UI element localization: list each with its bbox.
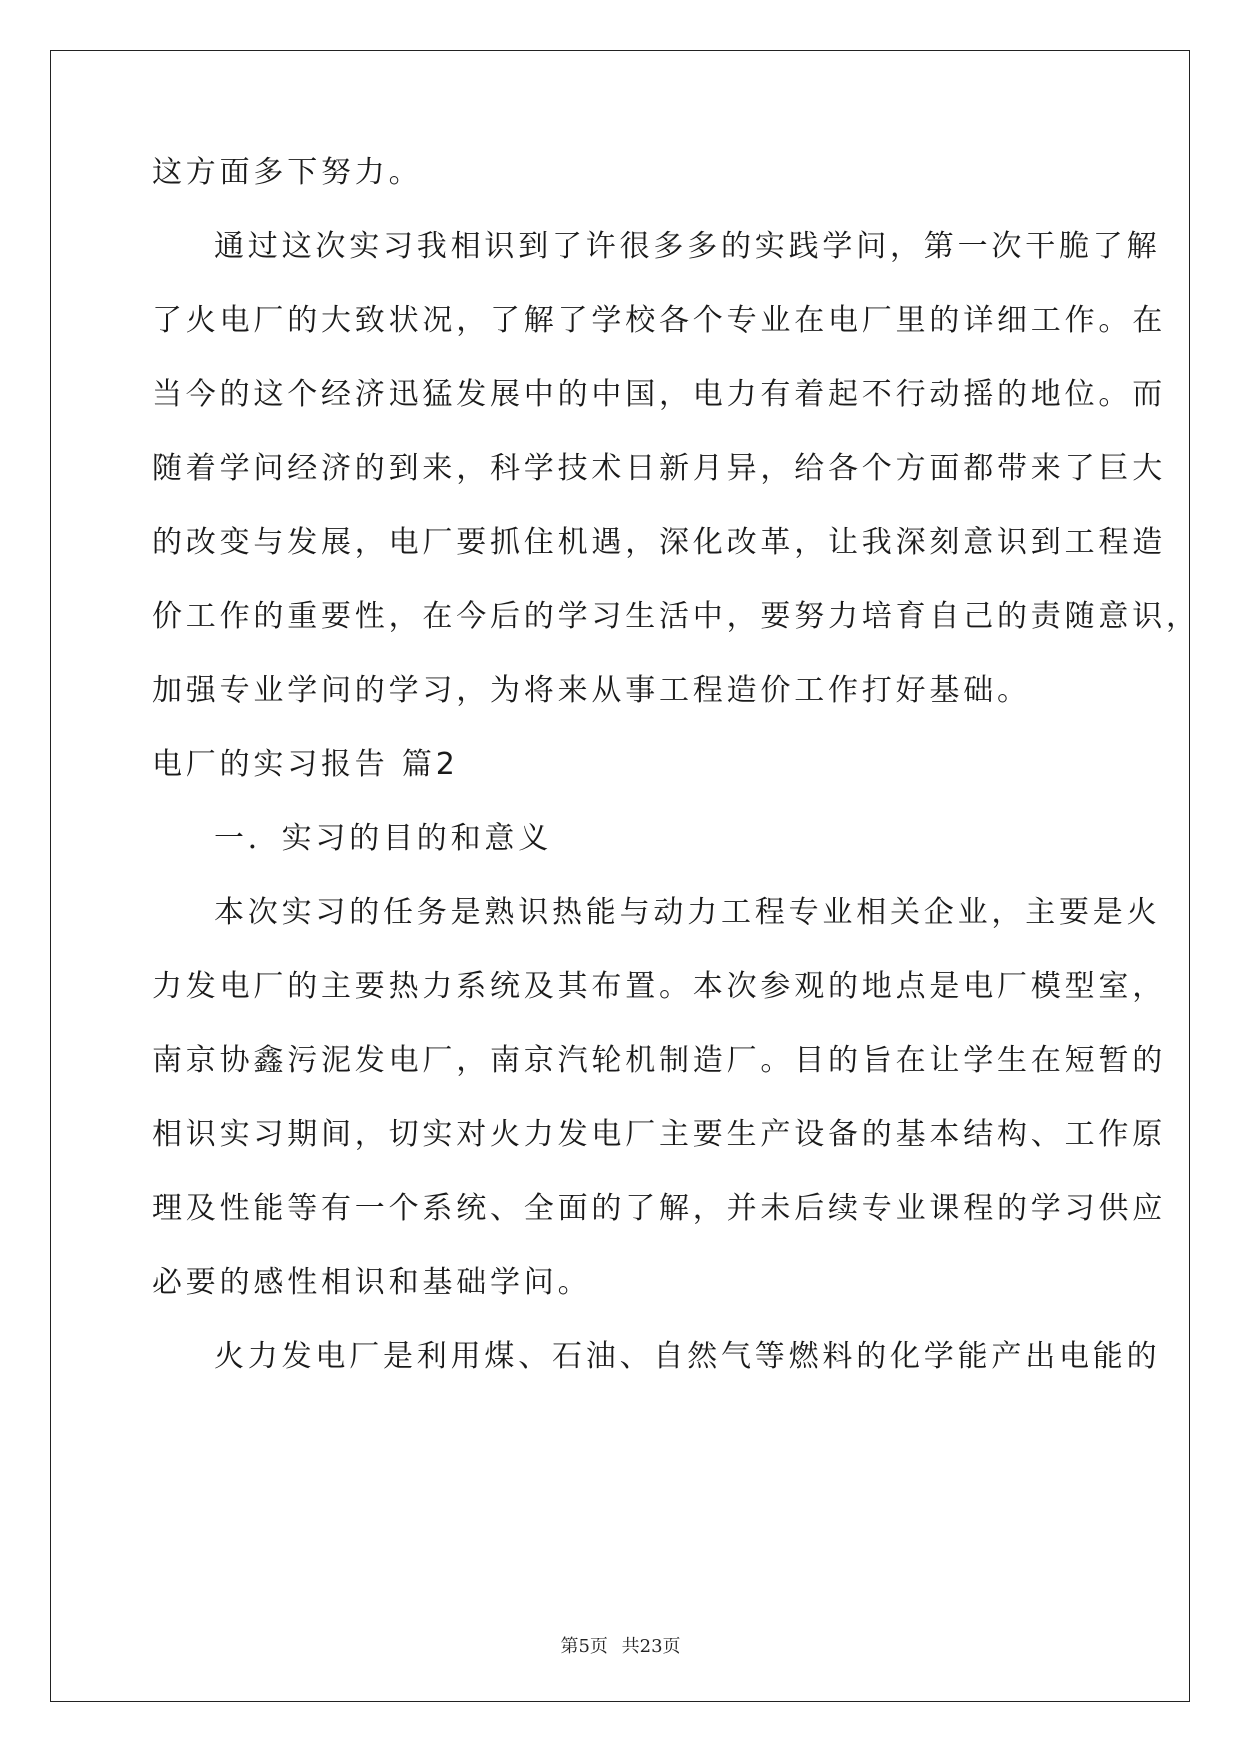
page-border [50,50,1190,1702]
paragraph-line: 当今的这个经济迅猛发展中的中国，电力有着起不行动摇的地位。而 [152,377,1166,412]
paragraph-line: 南京协鑫污泥发电厂，南京汽轮机制造厂。目的旨在让学生在短暂的 [152,1043,1166,1078]
paragraph-line: 相识实习期间，切实对火力发电厂主要生产设备的基本结构、工作原 [152,1117,1166,1152]
paragraph-line: 这方面多下努力。 [152,155,423,190]
page-footer [0,1632,1241,1658]
paragraph-line: 火力发电厂是利用煤、石油、自然气等燃料的化学能产出电能的 [214,1339,1161,1374]
page-number: 第5页 [560,1636,608,1657]
paragraph-line: 价工作的重要性，在今后的学习生活中，要努力培育自己的责随意识， [152,599,1200,634]
subsection-heading: 一．实习的目的和意义 [214,821,552,856]
paragraph-line: 了火电厂的大致状况，了解了学校各个专业在电厂里的详细工作。在 [152,303,1166,338]
paragraph-line: 的改变与发展，电厂要抓住机遇，深化改革，让我深刻意识到工程造 [152,525,1166,560]
page-total: 共23页 [621,1636,681,1657]
paragraph-line: 本次实习的任务是熟识热能与动力工程专业相关企业，主要是火 [214,895,1161,930]
paragraph-line: 理及性能等有一个系统、全面的了解，并未后续专业课程的学习供应 [152,1191,1166,1226]
paragraph-line: 通过这次实习我相识到了许很多多的实践学问，第一次干脆了解 [214,229,1161,264]
paragraph-line: 必要的感性相识和基础学问。 [152,1265,592,1300]
paragraph-line: 加强专业学问的学习，为将来从事工程造价工作打好基础。 [152,673,1031,708]
paragraph-line: 随着学问经济的到来，科学技术日新月异，给各个方面都带来了巨大 [152,451,1166,486]
section-heading: 电厂的实习报告 篇2 [152,747,459,782]
paragraph-line: 力发电厂的主要热力系统及其布置。本次参观的地点是电厂模型室， [152,969,1166,1004]
